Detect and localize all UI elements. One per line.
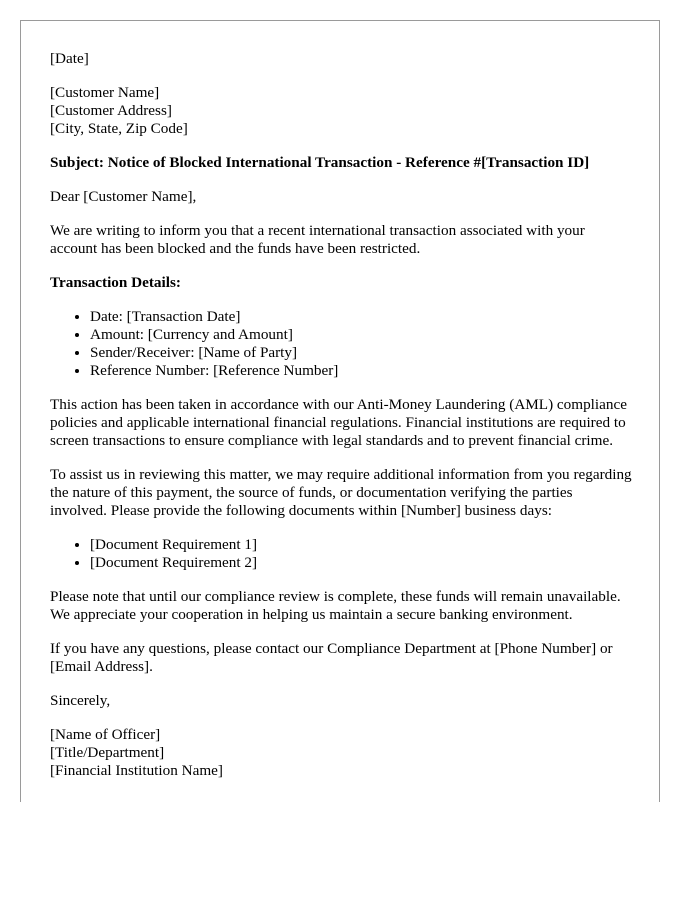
signature-block [50, 726, 632, 780]
recipient-city: [City, State, Zip Code] [50, 120, 188, 137]
closing: Sincerely, [50, 692, 111, 709]
list-item: • [Document Requirement 2] [90, 554, 632, 572]
recipient-block [50, 84, 632, 138]
list-item: • Reference Number: [Reference Number] [90, 362, 632, 380]
intro-paragraph: We are writing to inform you that a recent international transaction associated with your account has been blocked and the funds have been restricted. [50, 222, 585, 257]
letter-date: [Date] [50, 50, 89, 67]
list-item: • Sender/Receiver: [Name of Party] [90, 344, 632, 362]
letter-page [20, 20, 660, 802]
details-heading: Transaction Details: [50, 274, 181, 291]
subject-line: Subject: Notice of Blocked International Transaction - Reference #[Transaction ID] [50, 154, 590, 171]
assist-paragraph: To assist us in reviewing this matter, we may require additional information from you regarding the nature of this payment, the source of funds, or documentation verifying the parties involved. Please provide the following documents within [Number] business days: [50, 466, 632, 519]
document-requirements-list [50, 536, 632, 572]
aml-paragraph: This action has been taken in accordance with our Anti-Money Laundering (AML) compliance policies and applicable international financial regulations. Financial institutions are required to screen transactions to ensure compliance with legal standards and to prevent financial crime. [50, 396, 627, 449]
recipient-address: [Customer Address] [50, 102, 172, 119]
signature-name: [Name of Officer] [50, 726, 161, 743]
letter-content [50, 50, 632, 796]
note-paragraph: Please note that until our compliance review is complete, these funds will remain unavailable. We appreciate your cooperation in helping us maintain a secure banking environment. [50, 588, 621, 623]
list-item: • [Document Requirement 1] [90, 536, 632, 554]
transaction-details-list [50, 308, 632, 380]
signature-title: [Title/Department] [50, 744, 165, 761]
list-item: • Date: [Transaction Date] [90, 308, 632, 326]
salutation: Dear [Customer Name], [50, 188, 197, 205]
contact-paragraph: If you have any questions, please contact our Compliance Department at [Phone Number] or [Email Address]. [50, 640, 613, 675]
recipient-name: [Customer Name] [50, 84, 160, 101]
list-item: • Amount: [Currency and Amount] [90, 326, 632, 344]
signature-institution: [Financial Institution Name] [50, 762, 223, 779]
